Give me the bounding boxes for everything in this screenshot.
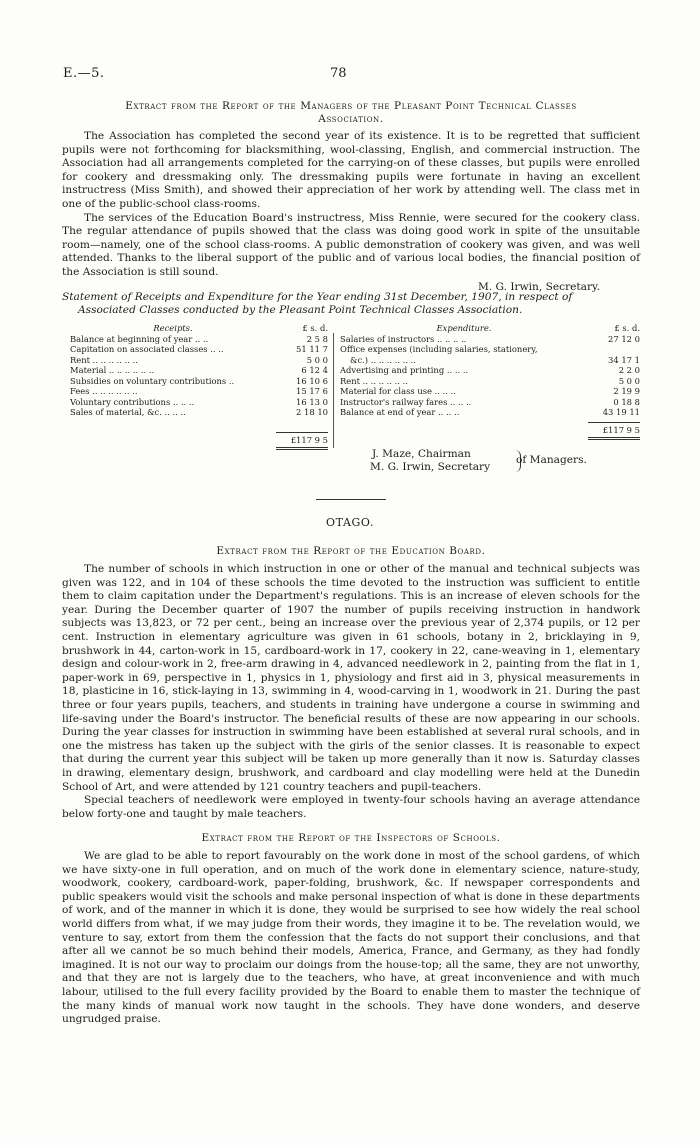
- expenditure-row: Salaries of instructors .. .. .. .. 27 12 0: [340, 333, 640, 344]
- expenditure-list: [340, 334, 640, 418]
- signer-chairman: J. Maze, Chairman: [372, 448, 471, 460]
- expenditure-row: Instructor's railway fares .. .. .. 0 18 8: [340, 396, 640, 407]
- expenditure-row: Office expenses (including salaries, stationery,: [340, 344, 538, 354]
- receipts-heading: Receipts.: [153, 323, 193, 333]
- pleasant-point-paragraph-2: The services of the Education Board's instructress, Miss Rennie, were secured for the cookery class. The regular attendance of pupils showed that the class was doing good work in spite of the unsuitable room—namely, one of the school class-rooms. A public demonstration of cookery was given, and was well attended. Thanks to the liberal support of the public and of various local bodies, the financial position of the Association is still sound.: [62, 211, 640, 278]
- receipt-row: Voluntary contributions .. .. .. 16 13 0: [70, 396, 328, 407]
- pleasant-point-section: [62, 100, 640, 293]
- column-divider: [333, 333, 334, 448]
- otago-title: OTAGO.: [326, 516, 374, 529]
- page-number: 78: [330, 66, 347, 81]
- receipt-row: Fees .. .. .. .. .. .. 15 17 6: [70, 386, 328, 396]
- board-paragraph-2: Special teachers of needlework were employed in twenty-four schools having an average attendance below forty-one and taught by male teachers.: [62, 794, 640, 820]
- statement-title-line-1: Statement of Receipts and Expenditure for the Year ending 31st December, 1907, in respect of: [62, 291, 573, 303]
- signer-secretary: M. G. Irwin, Secretary: [370, 461, 491, 473]
- otago-inspectors-section: [62, 832, 640, 1027]
- expenditure-row: Material for class use .. .. .. 2 19 9: [340, 386, 640, 396]
- expenditure-row: Advertising and printing .. .. .. 2 2 0: [340, 365, 640, 375]
- receipt-row: Rent .. .. .. .. .. .. 5 0 0: [70, 354, 328, 365]
- expenditure-total: £117 9 5: [588, 422, 640, 441]
- expenditure-heading: Expenditure.: [436, 323, 492, 333]
- expenditure-row: &c.) .. .. .. .. .. .. 34 17 1: [350, 354, 640, 365]
- pleasant-point-paragraph-1: The Association has completed the second year of its existence. It is to be regretted that sufficient pupils were not forthcoming for blacksmithing, wool-classing, English, and commercial instruction. The Association had all arrangements completed for the carrying-on of these classes, but pupils were enrolled for cookery and dressmaking only. The dressmaking pupils were fortunate in having an excellent instructress (Miss Smith), and showed their appreciation of her work by attending well. The class met in one of the public-school class-rooms.: [62, 130, 640, 210]
- statement-title-line-2: Associated Classes conducted by the Pleasant Point Technical Classes Association.: [78, 304, 523, 316]
- receipt-row: Material .. .. .. .. .. .. 6 12 4: [70, 365, 328, 375]
- managers-signature-block: [370, 448, 587, 474]
- board-report-heading: Extract from the Report of the Education Board.: [216, 545, 486, 557]
- receipt-row: Sales of material, &c. .. .. .. 2 18 10: [70, 407, 328, 417]
- receipt-row: Capitation on associated classes .. .. 51 11 7: [70, 344, 328, 354]
- inspectors-report-heading: Extract from the Report of the Inspectors of Schools.: [201, 832, 501, 844]
- receipts-total: £117 9 5: [276, 432, 328, 451]
- expenditure-row: Balance at end of year .. .. .. 43 19 11: [340, 407, 640, 417]
- receipt-row: Balance at beginning of year .. .. 2 5 8: [70, 333, 328, 344]
- expenditure-row: Rent .. .. .. .. .. .. 5 0 0: [340, 375, 640, 386]
- receipt-row: Subsidies on voluntary contributions .. 16 10 6: [70, 375, 328, 386]
- receipts-list: [70, 334, 328, 418]
- expenditure-column: [340, 323, 640, 440]
- inspectors-paragraph: We are glad to be able to report favourably on the work done in most of the school gardens, of which we have sixty-one in full operation, and on much of the work done in elementary science, nature-study, woodwork, cookery, cardboard-work, paper-folding, brushwork, &c. If newspaper correspondents and public speakers would visit the schools and make personal inspection of what is done in these departments of work, and of the manner in which it is done, they would be surprised to see how widely the real school world differs from what, if we may judge from their words, they imagine it to be. The revelation would, we venture to say, extort from them the confession that the facts do not support their conclusions, and that after all we cannot be so much behind their models, America, France, and Germany, as they had fondly imagined. It is not our way to proclaim our doings from the house-top; all the same, they are not unworthy, and that they are not is largely due to the teachers, who have, at great inconvenience and with much labour, utilised to the full every facility provided by the Board to enable them to master the technique of the many kinds of manual work now taught in the schools. They have done wonders, and deserve ungrudged praise.: [62, 850, 640, 1026]
- expenditure-money-heading: £ s. d.: [614, 323, 640, 333]
- document-reference: E.—5.: [63, 66, 105, 81]
- section-divider: [316, 499, 386, 500]
- statement-title: [62, 291, 640, 317]
- receipts-money-heading: £ s. d.: [302, 323, 328, 333]
- pleasant-point-heading: Extract from the Report of the Managers of the Pleasant Point Technical Classes Association.: [125, 100, 577, 125]
- receipts-column: [70, 323, 328, 450]
- of-managers-label: of Managers.: [516, 454, 587, 466]
- otago-board-section: [62, 545, 640, 821]
- pleasant-point-signature: M. G. Irwin, Secretary.: [477, 280, 600, 293]
- board-paragraph-1: The number of schools in which instruction in one or other of the manual and technical subjects was given was 122, and in 104 of these schools the time devoted to the instruction was sufficient to entitle them to claim capitation under the Department's regulations. This is an increase of eleven schools for the year. During the December quarter of 1907 the number of pupils receiving instruction in handwork subjects was 13,823, or 72 per cent., being an increase over the previous year of 2,374 pupils, or 12 per cent. Instruction in elementary agriculture was given in 61 schools, botany in 2, bricklaying in 9, brushwork in 44, carton-work in 15, cardboard-work in 17, cookery in 22, cane-weaving in 1, elementary design and colour-work in 2, free-arm drawing in 4, advanced needlework in 2, painting from the flat in 1, paper-work in 69, perspective in 1, physics in 1, physiology and first aid in 3, physical measurements in 18, plasticine in 16, stick-laying in 13, swimming in 4, wood-carving in 1, woodwork in 21. During the past three or four years pupils, teachers, and students in training have undergone a course in swimming and life-saving under the Board's instructor. The beneficial results of these are now appearing in our schools. During the year classes for instruction in swimming have been established at several rural schools, and in one the mistress has taken up the subject with the girls of the senior classes. It is reasonable to expect that during the current year this subject will be taken up more generally than it now is. Saturday classes in drawing, elementary design, brushwork, and cardboard and clay modelling were held at the Dunedin School of Art, and were attended by 121 country teachers and pupil-teachers.: [62, 563, 640, 793]
